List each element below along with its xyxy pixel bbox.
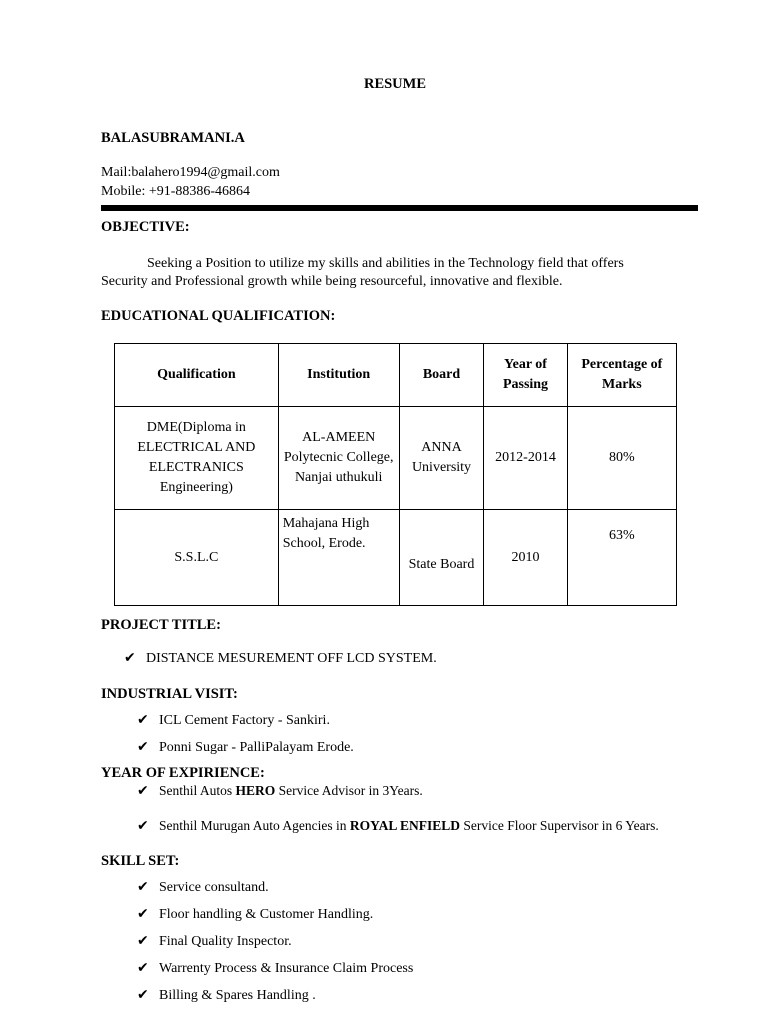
header-percentage: Percentage of Marks [567, 344, 676, 407]
list-item [137, 933, 292, 950]
table-row [115, 510, 677, 606]
cell-year: 2010 [484, 510, 567, 606]
list-item [124, 650, 437, 667]
candidate-name: BALASUBRAMANI.A [101, 130, 245, 146]
project-heading: PROJECT TITLE: [101, 617, 221, 633]
checkmark-icon: ✔ [137, 783, 149, 799]
brand-name: ROYAL ENFIELD [349, 818, 461, 833]
visit-item-text: Ponni Sugar - PalliPalayam Erode. [159, 740, 354, 755]
list-item [137, 818, 659, 834]
checkmark-icon: ✔ [137, 960, 149, 976]
checkmark-icon: ✔ [137, 987, 149, 1003]
education-table [114, 343, 677, 606]
table-row [115, 407, 677, 510]
visit-item-text: ICL Cement Factory - Sankiri. [159, 713, 330, 728]
text-span: Senthil Autos [159, 783, 236, 798]
text-span: Service Advisor in 3Years. [275, 783, 423, 798]
cell-percentage: 63% [567, 510, 676, 606]
list-item [137, 987, 316, 1004]
document-title: RESUME [363, 76, 427, 92]
project-item-text: DISTANCE MESUREMENT OFF LCD SYSTEM. [146, 651, 437, 666]
header-board: Board [399, 344, 484, 407]
header-qualification: Qualification [115, 344, 279, 407]
skill-item-text: Service consultand. [159, 880, 269, 895]
brand-name: HERO [235, 783, 276, 798]
list-item [137, 906, 373, 923]
divider-rule [101, 205, 698, 211]
checkmark-icon: ✔ [137, 906, 149, 922]
cell-board: ANNA University [399, 407, 484, 510]
cell-percentage: 80% [567, 407, 676, 510]
cell-year: 2012-2014 [484, 407, 567, 510]
contact-mobile: Mobile: +91-88386-46864 [101, 184, 251, 199]
checkmark-icon: ✔ [137, 933, 149, 949]
checkmark-icon: ✔ [124, 650, 136, 666]
list-item [137, 960, 413, 977]
checkmark-icon: ✔ [137, 818, 149, 834]
header-institution: Institution [278, 344, 399, 407]
skills-heading: SKILL SET: [101, 853, 180, 869]
list-item [137, 712, 330, 729]
text-span: Senthil Murugan Auto Agencies in [159, 818, 350, 833]
skill-item-text: Warrenty Process & Insurance Claim Process [159, 961, 414, 976]
experience-heading: YEAR OF EXPIRIENCE: [101, 765, 265, 781]
header-year: Year of Passing [484, 344, 567, 407]
experience-item-text [159, 818, 659, 834]
checkmark-icon: ✔ [137, 739, 149, 755]
contact-mail: Mail:balahero1994@gmail.com [101, 165, 280, 180]
checkmark-icon: ✔ [137, 712, 149, 728]
list-item [137, 879, 269, 896]
objective-line-2: Security and Professional growth while being resourceful, innovative and flexible. [101, 274, 563, 289]
table-header-row [115, 344, 677, 407]
skill-item-text: Final Quality Inspector. [159, 934, 292, 949]
cell-board: State Board [399, 510, 484, 606]
list-item [137, 739, 354, 756]
cell-qualification: S.S.L.C [115, 510, 279, 606]
industrial-visit-heading: INDUSTRIAL VISIT: [101, 686, 238, 702]
skill-item-text: Billing & Spares Handling . [159, 988, 316, 1003]
cell-institution: Mahajana High School, Erode. [278, 510, 399, 606]
checkmark-icon: ✔ [137, 879, 149, 895]
cell-institution: AL-AMEEN Polytecnic College, Nanjai uthukuli [278, 407, 399, 510]
list-item [137, 783, 423, 799]
objective-line-1: Seeking a Position to utilize my skills and abilities in the Technology field that offers [147, 256, 624, 271]
experience-item-text [159, 783, 423, 799]
skill-item-text: Floor handling & Customer Handling. [159, 907, 374, 922]
text-span: Service Floor Supervisor in 6 Years. [460, 818, 659, 833]
cell-qualification: DME(Diploma in ELECTRICAL AND ELECTRANICS Engineering) [115, 407, 279, 510]
education-heading: EDUCATIONAL QUALIFICATION: [101, 308, 336, 324]
objective-heading: OBJECTIVE: [101, 219, 190, 235]
